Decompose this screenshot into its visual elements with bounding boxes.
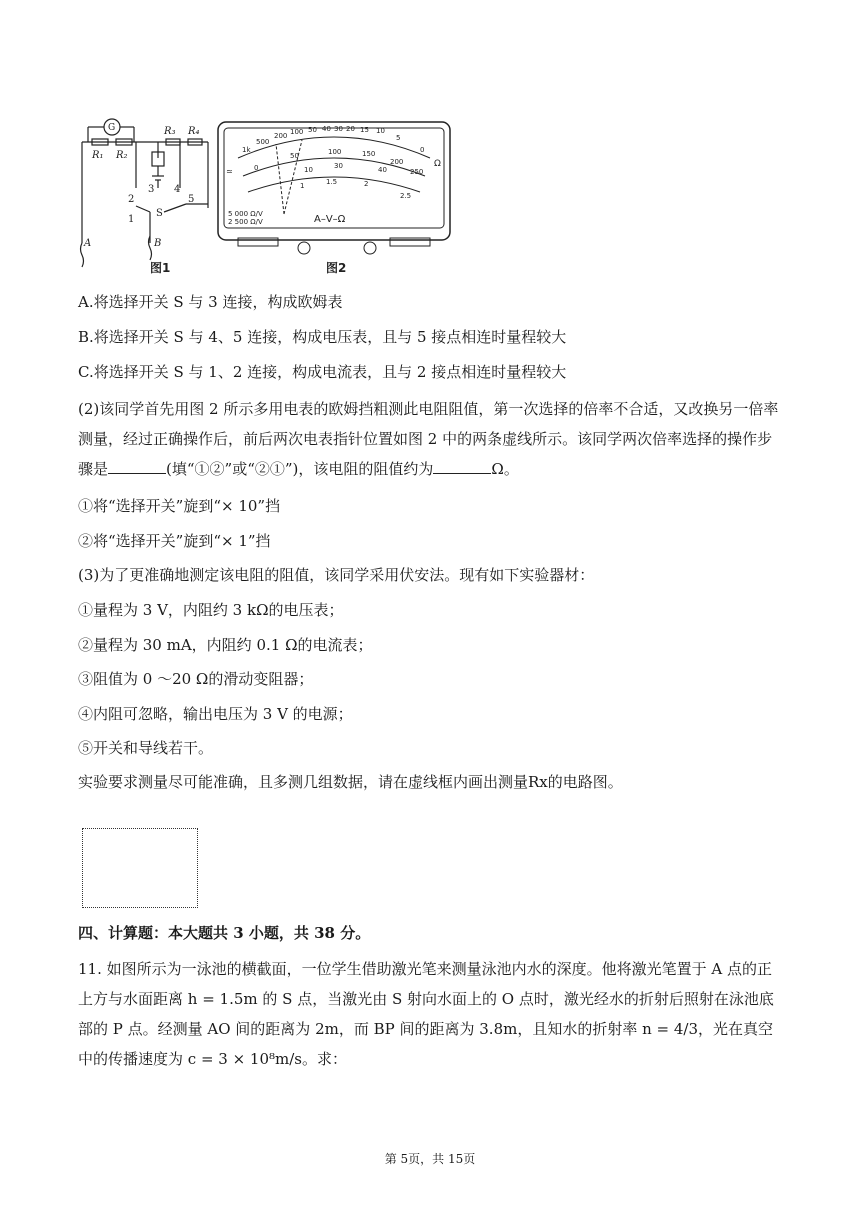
ohm-scale-50: 50 [308, 126, 317, 134]
q3-item-4: ④内阻可忽略，输出电压为 3 V 的电源； [78, 705, 353, 723]
figure2-caption: 图2 [326, 261, 347, 275]
meter-brand-label: A–V–Ω [314, 214, 346, 225]
ohm-scale-10: 10 [376, 127, 385, 135]
ohm-scale-1k: 1k [242, 146, 251, 154]
figure2-meter [218, 122, 450, 254]
dc-scale-200: 200 [390, 158, 404, 166]
dc-mid-30: 30 [334, 162, 343, 170]
q2-text-3: Ω。 [491, 460, 519, 478]
r3-label: R₃ [164, 126, 176, 137]
answer-blank-2[interactable] [433, 459, 491, 474]
ohm-scale-200: 200 [274, 132, 288, 140]
dc-scale-0: 0 [254, 164, 259, 172]
switch-label: S [156, 208, 163, 219]
ohm-scale-0: 0 [420, 146, 425, 154]
ohm-unit-label: Ω [434, 159, 441, 169]
dc-low-2-5: 2.5 [400, 192, 412, 200]
r4-label: R₄ [188, 126, 200, 137]
q2-step-1: ①将“选择开关”旋到“× 10”挡 [78, 497, 281, 515]
ohm-scale-30: 30 [334, 125, 343, 133]
g-label: G [108, 123, 116, 133]
q3-intro: (3)为了更准确地测定该电阻的阻值，该同学采用伏安法。现有如下实验器材： [78, 566, 595, 584]
dc-scale-150: 150 [362, 150, 376, 158]
dc-scale-50: 50 [290, 152, 299, 160]
question-2 [78, 394, 786, 484]
r1-label: R₁ [92, 150, 104, 161]
meter-note-2500: 2 500 Ω/V [228, 218, 263, 226]
dc-low-1-5: 1.5 [326, 178, 338, 186]
page-footer: 第 5页，共 15页 [384, 1152, 476, 1166]
dc-low-1: 1 [300, 182, 305, 190]
option-b: B.将选择开关 S 与 4、5 连接，构成电压表，且与 5 接点相连时量程较大 [78, 328, 567, 346]
section-4-heading: 四、计算题：本大题共 3 小题，共 38 分。 [78, 924, 371, 942]
ohm-scale-40: 40 [322, 125, 331, 133]
q2-text-1: (2)该同学首先用图 2 所示多用电表的欧姆挡粗测此电阻阻值，第一次选择的倍率不合适，又改换另一倍率测量，经过正确操作后，前后两次电表指针位置如图 2 中的两条虚线所示。该同学两次倍率选择的操作步骤是 [78, 400, 779, 478]
r2-label: R₂ [116, 150, 128, 161]
dc-low-2: 2 [364, 180, 369, 188]
ohm-scale-100: 100 [290, 128, 304, 136]
ohm-scale-20: 20 [346, 125, 355, 133]
option-c: C.将选择开关 S 与 1、2 连接，构成电流表，且与 2 接点相连时量程较大 [78, 363, 567, 381]
ohm-scale-5: 5 [396, 134, 401, 142]
dc-mid-40: 40 [378, 166, 387, 174]
q3-item-2: ②量程为 30 mA，内阻约 0.1 Ω的电流表； [78, 636, 373, 654]
dc-scale-100: 100 [328, 148, 342, 156]
terminal-a-label: A [84, 238, 92, 249]
figure1-circuit [81, 119, 209, 267]
ohm-scale-15: 15 [360, 126, 369, 134]
circuit-drawing-box[interactable] [82, 828, 198, 908]
figure1-caption: 图1 [150, 261, 171, 275]
ac-dc-symbol: ≃ [226, 167, 233, 176]
meter-note-5000: 5 000 Ω/V [228, 210, 263, 218]
dc-mid-10: 10 [304, 166, 313, 174]
question-11: 11. 如图所示为一泳池的横截面，一位学生借助激光笔来测量泳池内水的深度。他将激光笔置于 A 点的正上方与水面距离 h = 1.5m 的 S 点，当激光由 S 射向水面上的 O 点时，激光经水的折射后照射在泳池底部的 P 点。经测量 AO 间的距离为 2m，而 BP 间的距离为 3.8m，且知水的折射率 n = 4/3，光在真空中的传播速度为 c = 3 × 10⁸m/s。求： [78, 960, 774, 1068]
q3-requirement: 实验要求测量尽可能准确，且多测几组数据，请在虚线框内画出测量Rx的电路图。 [78, 773, 623, 791]
node2-label: 2 [128, 194, 135, 205]
q3-item-1: ①量程为 3 V，内阻约 3 kΩ的电压表； [78, 601, 344, 619]
q2-text-2: (填“①②”或“②①”)，该电阻的阻值约为 [166, 460, 434, 478]
option-a: A.将选择开关 S 与 3 连接，构成欧姆表 [78, 293, 343, 311]
node3-label: 3 [148, 184, 155, 195]
q3-item-3: ③阻值为 0 ～20 Ω的滑动变阻器； [78, 670, 314, 688]
dc-scale-250: 250 [410, 168, 424, 176]
answer-blank-1[interactable] [108, 459, 166, 474]
q2-step-2: ②将“选择开关”旋到“× 1”挡 [78, 532, 271, 550]
ohm-scale-500: 500 [256, 138, 270, 146]
terminal-b-label: B [154, 238, 162, 249]
node1-label: 1 [128, 214, 135, 225]
circuit-and-meter-figure [78, 118, 458, 278]
node5-label: 5 [188, 194, 195, 205]
node4-label: 4 [174, 184, 181, 195]
q3-item-5: ⑤开关和导线若干。 [78, 739, 214, 757]
figures-area [78, 118, 458, 278]
